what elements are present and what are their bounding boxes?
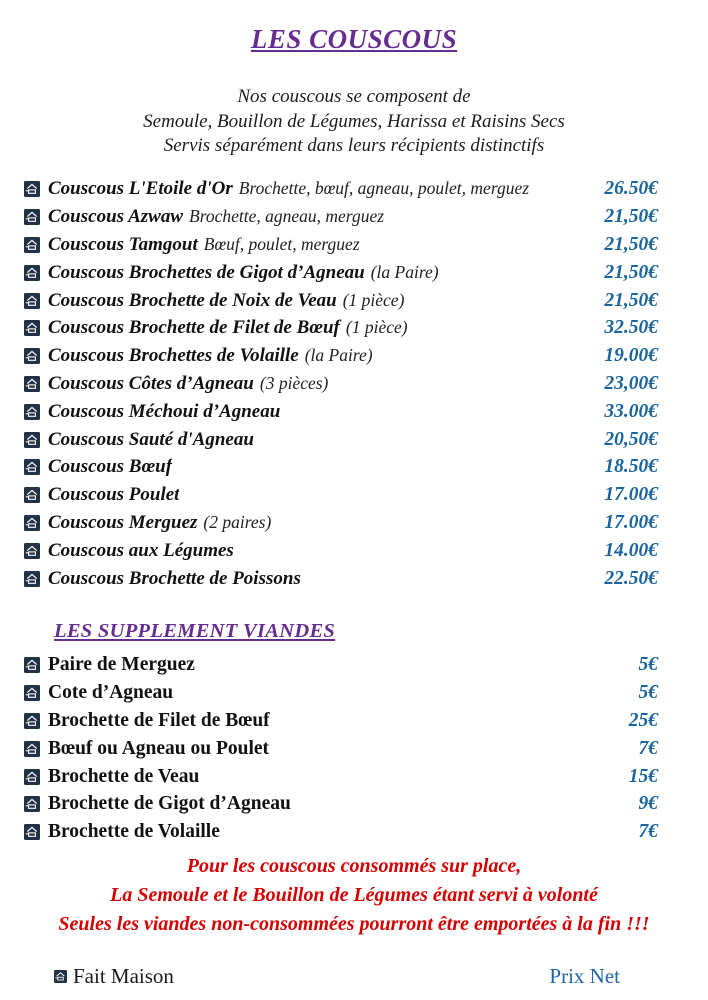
fait-maison-icon bbox=[24, 293, 40, 309]
menu-item-row bbox=[24, 818, 658, 846]
menu-item-name: Couscous Sauté d'Agneau bbox=[48, 428, 254, 450]
fait-maison-icon bbox=[24, 459, 40, 475]
menu-item-description: (la Paire) bbox=[370, 261, 439, 282]
menu-item-text bbox=[48, 206, 384, 228]
menu-item-name: Couscous Brochette de Filet de Bœuf bbox=[48, 317, 340, 339]
menu-item-row bbox=[24, 342, 658, 370]
menu-item-price: 15€ bbox=[628, 765, 658, 787]
menu-item-row bbox=[24, 565, 658, 593]
menu-item-row bbox=[24, 314, 658, 342]
menu-item-name: Couscous Azwaw bbox=[48, 206, 183, 228]
menu-item-text bbox=[48, 568, 301, 590]
menu-item-description: (2 paires) bbox=[203, 511, 272, 532]
menu-item-text bbox=[48, 682, 173, 704]
fait-maison-icon bbox=[24, 769, 40, 785]
fait-maison-icon bbox=[24, 571, 40, 587]
menu-item-price: 14.00€ bbox=[604, 539, 658, 561]
menu-item-name: Couscous Bœuf bbox=[48, 456, 173, 478]
menu-item-description: Bœuf, poulet, merguez bbox=[203, 233, 360, 254]
fait-maison-icon bbox=[24, 741, 40, 757]
notice-line: Pour les couscous consommés sur place, bbox=[186, 855, 522, 878]
menu-item-text bbox=[48, 290, 404, 312]
intro-line: Nos couscous se composent de bbox=[237, 86, 471, 107]
menu-item-price: 26.50€ bbox=[604, 178, 658, 200]
fait-maison-icon bbox=[24, 320, 40, 336]
couscous-list bbox=[0, 176, 708, 593]
menu-item-name: Couscous Côtes d’Agneau bbox=[48, 372, 254, 394]
menu-item-price: 32.50€ bbox=[604, 317, 658, 339]
menu-item-row bbox=[24, 370, 658, 398]
fait-maison-icon bbox=[24, 824, 40, 840]
menu-item-name: Cote d’Agneau bbox=[48, 682, 174, 704]
fait-maison-icon bbox=[24, 265, 40, 281]
menu-item-name: Brochette de Gigot d’Agneau bbox=[48, 793, 291, 815]
menu-item-price: 21,50€ bbox=[604, 289, 658, 311]
menu-item-price: 9€ bbox=[638, 793, 658, 815]
menu-item-row bbox=[24, 537, 658, 565]
menu-item-row bbox=[24, 707, 658, 735]
menu-item-text bbox=[48, 317, 408, 339]
menu-item-description: (1 pièce) bbox=[345, 317, 408, 338]
menu-item-price: 21,50€ bbox=[604, 233, 658, 255]
menu-item-name: Bœuf ou Agneau ou Poulet bbox=[48, 737, 270, 759]
menu-item-name: Couscous Brochette de Noix de Veau bbox=[48, 289, 337, 311]
menu-item-name: Couscous Merguez bbox=[48, 511, 198, 533]
menu-item-price: 17.00€ bbox=[604, 484, 658, 506]
menu-item-text bbox=[48, 401, 280, 423]
menu-item-name: Couscous Brochettes de Gigot d’Agneau bbox=[48, 261, 365, 283]
menu-item-name: Couscous Brochettes de Volaille bbox=[48, 345, 299, 367]
menu-item-text bbox=[48, 178, 529, 200]
menu-item-description: (la Paire) bbox=[304, 345, 373, 366]
menu-item-price: 5€ bbox=[638, 654, 658, 676]
supplements-list bbox=[0, 651, 708, 846]
menu-item-text bbox=[48, 234, 360, 256]
intro-text bbox=[0, 85, 708, 159]
menu-item-row bbox=[24, 398, 658, 426]
prix-net-label: Prix Net bbox=[549, 964, 620, 989]
fait-maison-icon bbox=[24, 348, 40, 364]
menu-item-price: 21,50€ bbox=[604, 206, 658, 228]
fait-maison-icon bbox=[24, 657, 40, 673]
menu-item-name: Couscous Méchoui d’Agneau bbox=[48, 400, 281, 422]
menu-item-text bbox=[48, 540, 234, 562]
page-footer bbox=[0, 964, 708, 989]
menu-item-text bbox=[48, 512, 271, 534]
fait-maison-label: Fait Maison bbox=[73, 964, 174, 989]
menu-item-row bbox=[24, 509, 658, 537]
menu-item-text bbox=[48, 654, 195, 676]
menu-item-row bbox=[24, 651, 658, 679]
menu-item-row bbox=[24, 453, 658, 481]
intro-line: Servis séparément dans leurs récipients distinctifs bbox=[163, 135, 545, 156]
menu-item-text bbox=[48, 429, 254, 451]
fait-maison-icon bbox=[24, 515, 40, 531]
menu-item-description: Brochette, agneau, merguez bbox=[189, 206, 385, 227]
fait-maison-icon bbox=[24, 376, 40, 392]
menu-item-row bbox=[24, 287, 658, 315]
fait-maison-icon bbox=[24, 432, 40, 448]
supplements-title: LES SUPPLEMENT VIANDES bbox=[54, 620, 336, 643]
menu-item-description: Brochette, bœuf, agneau, poulet, merguez bbox=[238, 178, 530, 199]
menu-item-name: Couscous L'Etoile d'Or bbox=[48, 178, 233, 200]
menu-item-name: Brochette de Veau bbox=[48, 765, 200, 787]
menu-item-text bbox=[48, 821, 220, 843]
menu-item-row bbox=[24, 790, 658, 818]
fait-maison-icon bbox=[24, 713, 40, 729]
menu-item-description: (1 pièce) bbox=[342, 289, 405, 310]
fait-maison-icon bbox=[24, 796, 40, 812]
menu-item-row bbox=[24, 231, 658, 259]
menu-item-price: 21,50€ bbox=[604, 261, 658, 283]
menu-item-description: (3 pièces) bbox=[259, 372, 329, 393]
menu-item-price: 7€ bbox=[638, 737, 658, 759]
menu-item-text bbox=[48, 262, 439, 284]
menu-item-price: 18.50€ bbox=[604, 456, 658, 478]
menu-item-text bbox=[48, 710, 270, 732]
page-title: LES COUSCOUS bbox=[250, 24, 458, 54]
menu-item-row bbox=[24, 735, 658, 763]
menu-item-text bbox=[48, 373, 328, 395]
menu-item-name: Couscous aux Légumes bbox=[48, 539, 234, 561]
menu-item-text bbox=[48, 456, 172, 478]
fait-maison-icon bbox=[24, 209, 40, 225]
fait-maison-icon bbox=[54, 970, 67, 983]
fait-maison-legend bbox=[54, 964, 174, 989]
notice-text bbox=[0, 852, 708, 939]
menu-item-name: Couscous Poulet bbox=[48, 484, 180, 506]
menu-item-price: 23,00€ bbox=[604, 372, 658, 394]
menu-item-row bbox=[24, 481, 658, 509]
menu-item-price: 17.00€ bbox=[604, 511, 658, 533]
intro-line: Semoule, Bouillon de Légumes, Harissa et Raisins Secs bbox=[143, 110, 565, 132]
menu-item-price: 33.00€ bbox=[604, 400, 658, 422]
menu-item-price: 25€ bbox=[628, 709, 658, 731]
menu-item-text bbox=[48, 738, 269, 760]
fait-maison-icon bbox=[24, 404, 40, 420]
fait-maison-icon bbox=[24, 181, 40, 197]
menu-item-name: Couscous Brochette de Poissons bbox=[48, 567, 301, 589]
menu-item-name: Couscous Tamgout bbox=[48, 233, 198, 255]
fait-maison-icon bbox=[24, 237, 40, 253]
menu-item-name: Brochette de Volaille bbox=[48, 821, 220, 843]
fait-maison-icon bbox=[24, 487, 40, 503]
menu-item-text bbox=[48, 484, 179, 506]
menu-item-text bbox=[48, 345, 373, 367]
notice-line: La Semoule et le Bouillon de Légumes étant servi à volonté bbox=[110, 884, 598, 907]
menu-item-price: 19.00€ bbox=[604, 345, 658, 367]
menu-item-row bbox=[24, 426, 658, 454]
fait-maison-icon bbox=[24, 543, 40, 559]
notice-line: Seules les viandes non-consommées pourront être emportées à la fin !!! bbox=[58, 913, 650, 936]
menu-item-price: 20,50€ bbox=[604, 428, 658, 450]
menu-item-row bbox=[24, 176, 658, 204]
menu-item-text bbox=[48, 793, 291, 815]
fait-maison-icon bbox=[24, 685, 40, 701]
menu-item-price: 22.50€ bbox=[604, 567, 658, 589]
menu-item-row bbox=[24, 763, 658, 791]
menu-item-row bbox=[24, 259, 658, 287]
menu-item-name: Paire de Merguez bbox=[48, 654, 195, 676]
menu-item-row bbox=[24, 679, 658, 707]
menu-item-text bbox=[48, 766, 199, 788]
menu-item-price: 7€ bbox=[638, 821, 658, 843]
menu-item-price: 5€ bbox=[638, 682, 658, 704]
menu-item-name: Brochette de Filet de Bœuf bbox=[48, 709, 270, 731]
menu-item-row bbox=[24, 203, 658, 231]
